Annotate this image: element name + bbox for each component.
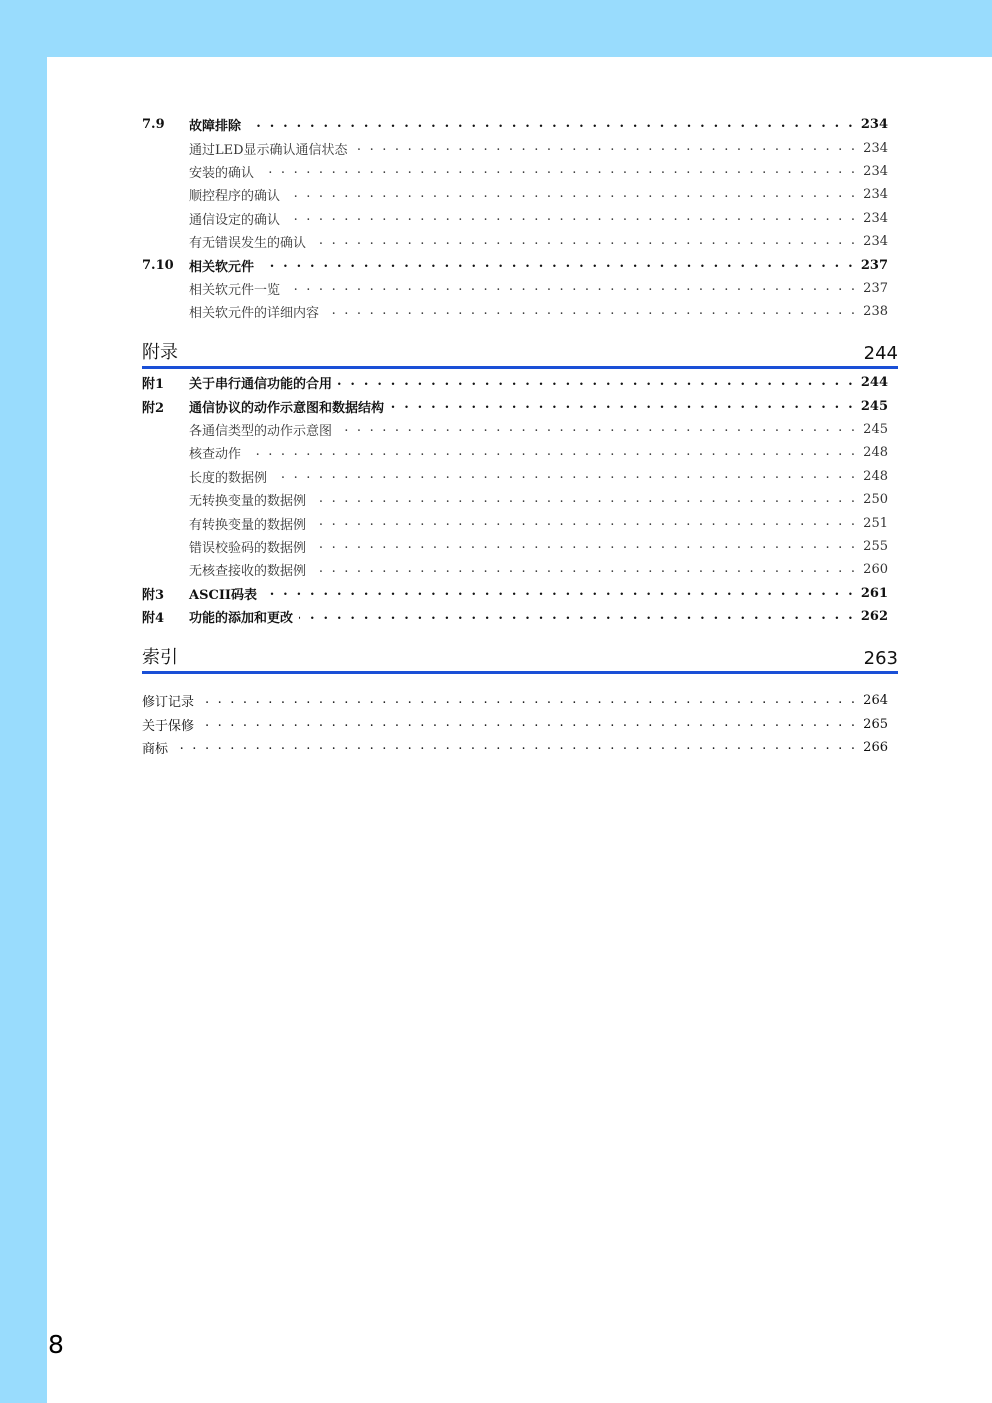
toc-entry[interactable] [142,253,888,276]
toc-entry-page: 234 [863,187,888,203]
toc-entry[interactable] [142,230,888,253]
toc-entry-title: 关于保修 [142,718,195,734]
toc-entry[interactable] [142,113,888,136]
chapter-title: 附录 [142,342,178,363]
chapter-page: 263 [863,648,898,669]
toc-entry-page: 244 [860,375,888,391]
toc-back-matter [142,689,888,759]
toc-entry-number: 附3 [142,587,165,603]
toc-entry-leader [299,610,855,624]
toc-entry-title: 关于串行通信功能的合用 [189,377,333,393]
toc-entry-title: 相关软元件的详细内容 [189,306,320,322]
toc-entry-leader [286,281,857,295]
toc-entry-title: 商标 [142,741,169,757]
toc-entry-page: 234 [863,163,888,179]
toc-entry-title: 功能的添加和更改 [189,611,294,627]
toc-section-7 [142,113,888,324]
toc-entry[interactable] [142,160,888,183]
toc-entry[interactable] [142,712,888,735]
toc-entry[interactable] [142,136,888,159]
toc-entry-leader [247,118,855,132]
toc-appendix [142,371,888,628]
toc-entry-page: 245 [860,398,888,414]
toc-entry-page: 248 [863,468,888,484]
toc-entry-page: 234 [863,234,888,250]
toc-entry-number: 附2 [142,400,165,416]
chapter-title: 索引 [142,647,178,668]
toc-entry-leader [312,563,857,577]
toc-entry[interactable] [142,277,888,300]
chapter-page: 244 [863,343,898,364]
toc-entry-number: 附1 [142,377,165,393]
toc-entry-title: 故障排除 [189,119,242,135]
toc-entry-page: 234 [860,117,888,133]
toc-entry-page: 250 [863,492,888,508]
toc-entry-page: 234 [863,140,888,156]
toc-entry-leader [247,446,857,460]
toc-entry[interactable] [142,605,888,628]
toc-entry-leader [200,717,857,731]
toc-entry-page: 237 [863,280,888,296]
toc-entry-page: 265 [863,716,888,732]
toc-entry[interactable] [142,465,888,488]
toc-entry-number: 7.10 [142,257,174,273]
toc-entry-leader [338,422,857,436]
toc-entry-leader [286,211,857,225]
toc-entry[interactable] [142,441,888,464]
toc-entry-leader [390,399,855,413]
toc-entry-title: ASCII码表 [189,587,257,603]
toc-entry-page: 260 [863,562,888,578]
toc-entry[interactable] [142,394,888,417]
chapter-heading-appendix [142,340,898,369]
toc-entry-number: 附4 [142,611,165,627]
toc-entry-leader [312,539,857,553]
toc-entry[interactable] [142,511,888,534]
toc-entry-page: 251 [863,515,888,531]
toc-entry-title: 相关软元件 [189,259,255,275]
toc-entry-page: 262 [860,609,888,625]
chapter-heading-index [142,645,898,674]
toc-entry-title: 通过LED显示确认通信状态 [189,142,348,158]
toc-entry-number: 7.9 [142,117,165,133]
toc-entry-page: 245 [863,421,888,437]
toc-entry[interactable] [142,558,888,581]
toc-entry-leader [200,694,857,708]
toc-entry-page: 264 [863,693,888,709]
toc-entry-title: 通信协议的动作示意图和数据结构 [189,400,385,416]
toc-entry-title: 安装的确认 [189,165,255,181]
toc-entry-leader [174,740,857,754]
toc-entry-page: 255 [863,538,888,554]
toc-entry-page: 261 [860,585,888,601]
toc-entry-page: 248 [863,445,888,461]
toc-entry-title: 核查动作 [189,447,242,463]
toc-entry[interactable] [142,183,888,206]
toc-entry[interactable] [142,535,888,558]
toc-entry-page: 237 [860,257,888,273]
toc-entry[interactable] [142,736,888,759]
toc-entry-page: 234 [863,210,888,226]
toc-entry-page: 238 [863,304,888,320]
toc-entry-title: 无转换变量的数据例 [189,494,307,510]
toc-entry-leader [260,258,855,272]
toc-entry-page: 266 [863,739,888,755]
toc-entry-leader [312,493,857,507]
toc-entry-leader [312,516,857,530]
toc-entry-leader [338,376,855,390]
toc-entry-title: 无核查接收的数据例 [189,564,307,580]
toc-entry[interactable] [142,207,888,230]
toc-entry-leader [312,235,857,249]
toc-entry-title: 有无错误发生的确认 [189,236,307,252]
toc-entry[interactable] [142,418,888,441]
toc-entry-leader [354,141,858,155]
toc-entry[interactable] [142,488,888,511]
page-number: 8 [48,1330,64,1359]
toc-entry[interactable] [142,689,888,712]
toc-entry-title: 错误校验码的数据例 [189,540,307,556]
toc-entry-title: 相关软元件一览 [189,282,281,298]
toc-entry-leader [260,164,857,178]
toc-entry-title: 各通信类型的动作示意图 [189,423,333,439]
toc-entry[interactable] [142,371,888,394]
toc-entry-title: 顺控程序的确认 [189,189,281,205]
toc-entry-leader [286,188,857,202]
toc-entry-leader [273,469,857,483]
toc-entry-leader [263,586,855,600]
toc-entry[interactable] [142,582,888,605]
toc-entry-leader [325,305,857,319]
toc-entry[interactable] [142,300,888,323]
toc-entry-title: 通信设定的确认 [189,212,281,228]
toc-entry-title: 有转换变量的数据例 [189,517,307,533]
toc-entry-title: 修订记录 [142,695,195,711]
toc-entry-title: 长度的数据例 [189,470,268,486]
